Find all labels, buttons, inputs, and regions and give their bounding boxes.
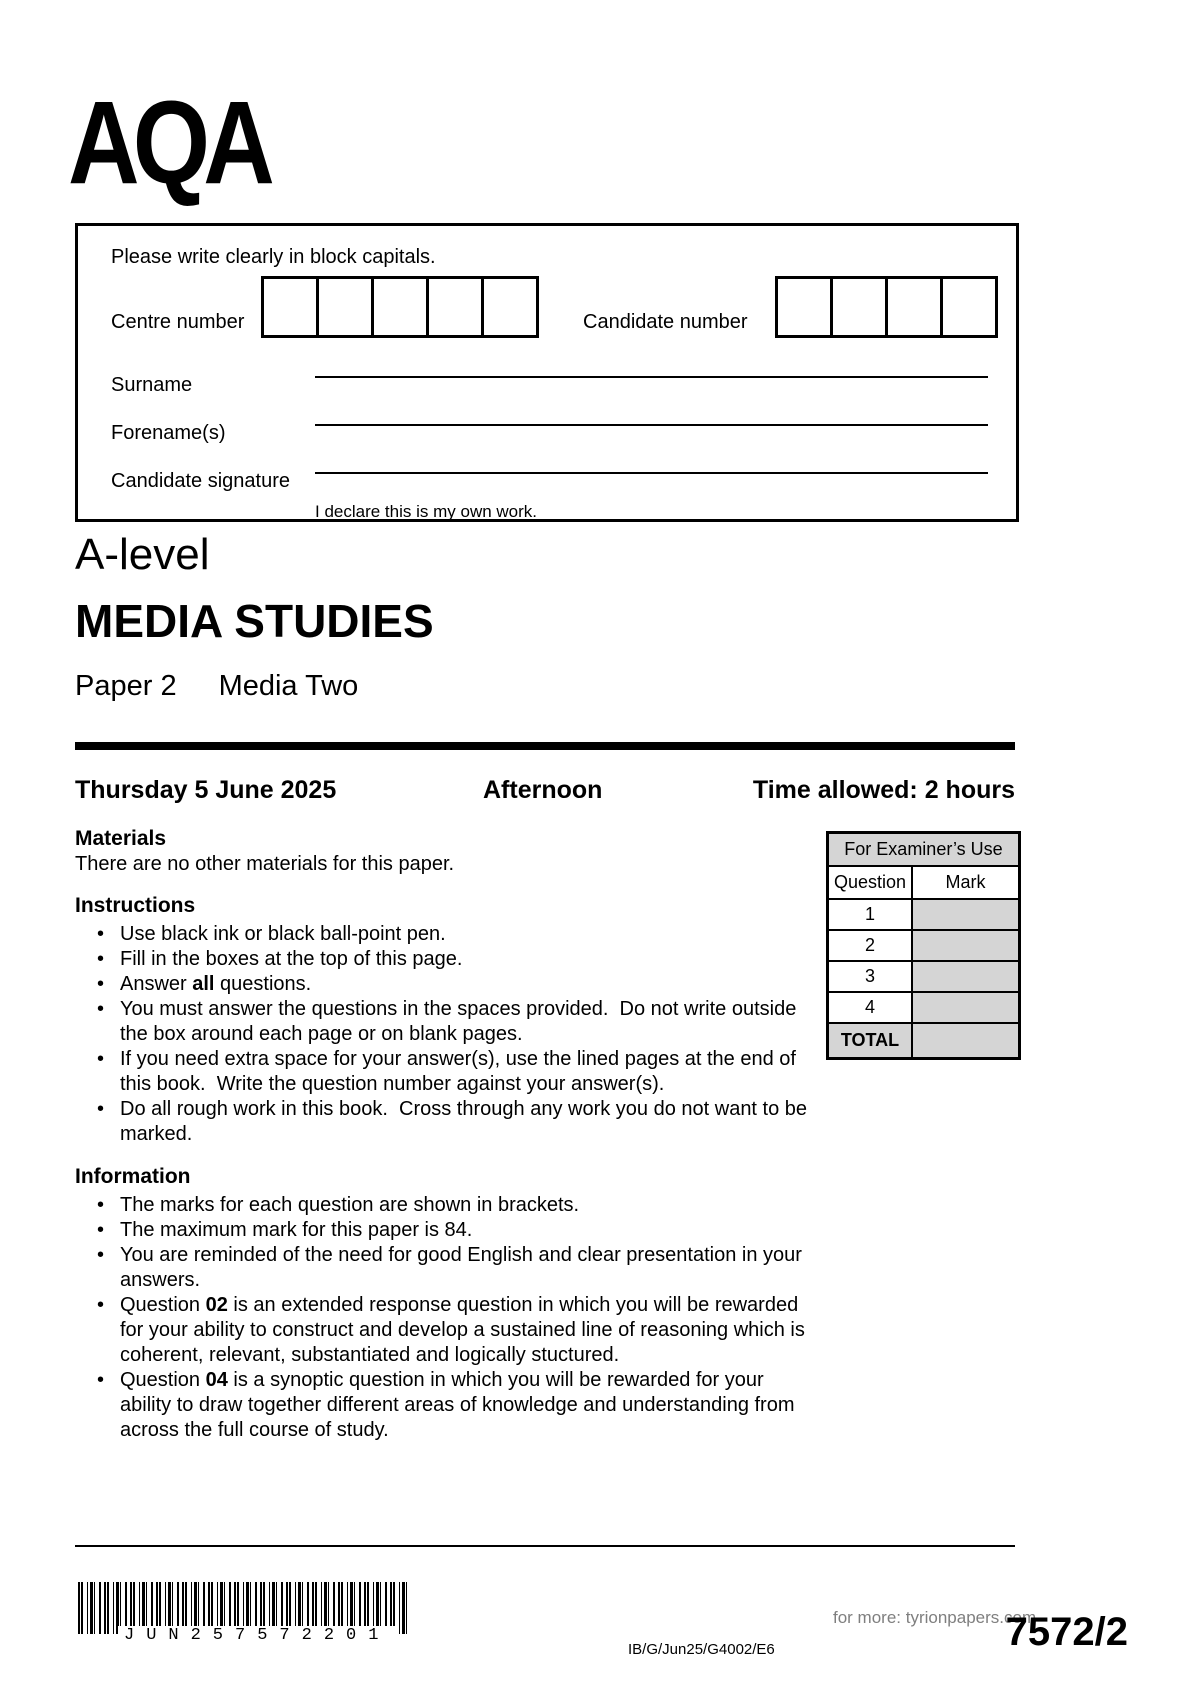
question-number: 1 xyxy=(829,900,913,929)
question-number: 3 xyxy=(829,962,913,991)
candidate-number-label: Candidate number xyxy=(583,311,748,333)
subject-title: MEDIA STUDIES xyxy=(75,595,434,647)
forename-input-line[interactable] xyxy=(315,424,988,426)
examiner-use-table xyxy=(826,831,1021,1060)
mark-cell xyxy=(913,900,1018,929)
candidate-number-boxes xyxy=(775,276,998,338)
instruction-item: • Fill in the boxes at the top of this page. xyxy=(75,947,817,972)
centre-number-cell[interactable] xyxy=(481,276,539,338)
paper-number: Paper 2 xyxy=(75,670,177,702)
divider-thick-rule xyxy=(75,742,1015,750)
instruction-item: • Use black ink or black ball-point pen. xyxy=(75,922,817,947)
surname-label: Surname xyxy=(111,374,193,396)
instruction-item: • Do all rough work in this book. Cross through any work you do not want to be marked. xyxy=(75,1097,817,1147)
question-number: 2 xyxy=(829,931,913,960)
centre-number-cell[interactable] xyxy=(316,276,374,338)
signature-input-line[interactable] xyxy=(315,472,988,474)
instructions-list xyxy=(75,922,817,1147)
paper-reference-code: IB/G/Jun25/G4002/E6 xyxy=(628,1641,775,1658)
instruction-item: • You must answer the questions in the spaces provided. Do not write outside the box around each page or on blank pages. xyxy=(75,997,817,1047)
paper-name: Media Two xyxy=(218,670,359,702)
examiner-table-row xyxy=(829,993,1018,1024)
centre-number-cell[interactable] xyxy=(426,276,484,338)
block-capitals-instruction: Please write clearly in block capitals. xyxy=(111,246,436,268)
centre-number-boxes xyxy=(261,276,539,338)
information-list xyxy=(75,1193,817,1443)
surname-input-line[interactable] xyxy=(315,376,988,378)
mark-cell xyxy=(913,993,1018,1022)
candidate-details-box xyxy=(75,223,1019,522)
materials-heading: Materials xyxy=(75,827,167,850)
examiner-table-row xyxy=(829,900,1018,931)
candidate-number-cell[interactable] xyxy=(830,276,888,338)
question-column-header: Question xyxy=(829,867,913,898)
information-item: • The maximum mark for this paper is 84. xyxy=(75,1218,817,1243)
barcode xyxy=(78,1582,410,1645)
barcode-text: JUN257572201 xyxy=(118,1626,396,1645)
examiner-table-header-row xyxy=(829,867,1018,900)
examiner-table-title: For Examiner’s Use xyxy=(829,834,1018,867)
candidate-number-cell[interactable] xyxy=(775,276,833,338)
total-mark-cell xyxy=(913,1024,1018,1057)
qualification-title: A-level xyxy=(75,530,210,579)
forename-label: Forename(s) xyxy=(111,422,226,444)
total-label: TOTAL xyxy=(829,1024,913,1057)
front-page-text-column xyxy=(75,826,817,1443)
instructions-heading: Instructions xyxy=(75,894,196,917)
mark-cell xyxy=(913,962,1018,991)
candidate-signature-label: Candidate signature xyxy=(111,470,291,492)
aqa-logo: AQA xyxy=(68,77,269,209)
question-number: 4 xyxy=(829,993,913,1022)
materials-text: There are no other materials for this paper. xyxy=(75,853,455,875)
centre-number-label: Centre number xyxy=(111,311,245,333)
information-item: • Question 02 is an extended response question in which you will be rewarded for your ability to construct and develop a sustained line of reasoning which is coherent, relevant, substantiated and logically stuctured. xyxy=(75,1293,817,1368)
centre-number-cell[interactable] xyxy=(261,276,319,338)
exam-time-of-day: Afternoon xyxy=(483,776,603,804)
session-row xyxy=(75,776,1015,806)
declaration-text: I declare this is my own work. xyxy=(315,502,538,521)
information-item: • The marks for each question are shown in brackets. xyxy=(75,1193,817,1218)
examiner-table-total-row xyxy=(829,1024,1018,1057)
information-item: • You are reminded of the need for good English and clear presentation in your answers. xyxy=(75,1243,817,1293)
paper-code: 7572/2 xyxy=(1005,1610,1128,1654)
instruction-item: • Answer all questions. xyxy=(75,972,817,997)
examiner-table-row xyxy=(829,962,1018,993)
footer-divider-rule xyxy=(75,1545,1015,1547)
mark-column-header: Mark xyxy=(945,872,986,892)
candidate-number-cell[interactable] xyxy=(885,276,943,338)
exam-date: Thursday 5 June 2025 xyxy=(75,776,337,804)
mark-cell xyxy=(913,931,1018,960)
centre-number-cell[interactable] xyxy=(371,276,429,338)
watermark-text: for more: tyrionpapers.com xyxy=(833,1608,1037,1627)
information-heading: Information xyxy=(75,1165,191,1188)
candidate-number-cell[interactable] xyxy=(940,276,998,338)
examiner-table-row xyxy=(829,931,1018,962)
instruction-item: • If you need extra space for your answer(s), use the lined pages at the end of this book. Write the question number against your answer(s). xyxy=(75,1047,817,1097)
time-allowed: Time allowed: 2 hours xyxy=(752,776,1015,804)
paper-title xyxy=(75,670,358,703)
information-item: • Question 04 is a synoptic question in which you will be rewarded for your ability to draw together different areas of knowledge and understanding from across the full course of study. xyxy=(75,1368,817,1443)
